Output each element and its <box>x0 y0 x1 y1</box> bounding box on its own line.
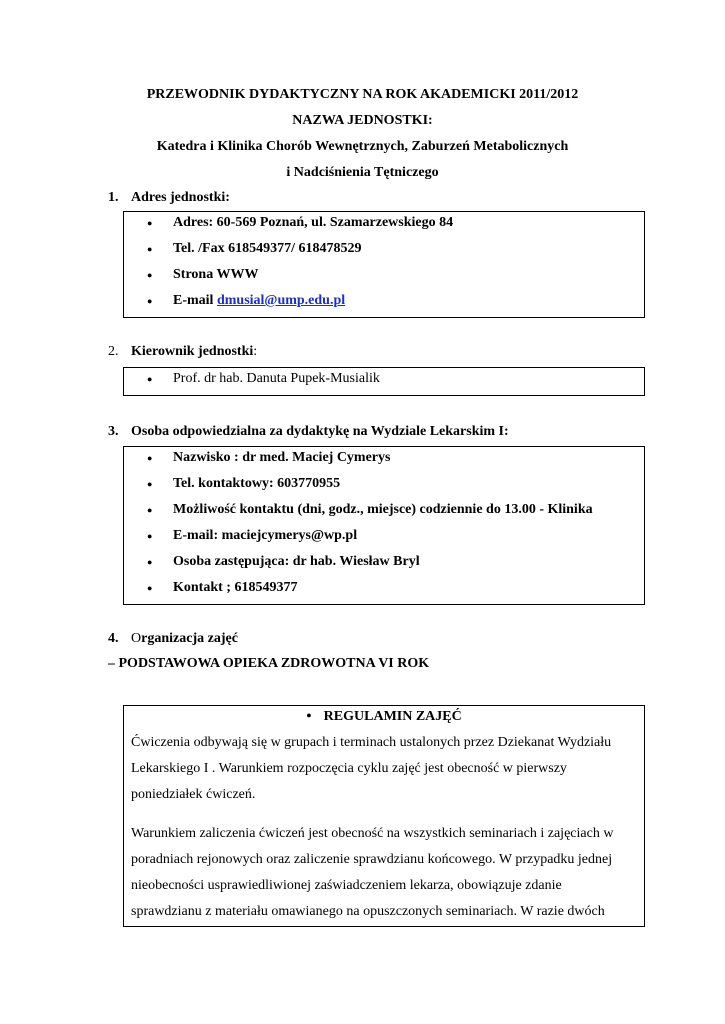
section-3-heading <box>108 424 509 440</box>
section-1-title: Adres jednostki: <box>131 190 230 205</box>
bullet-icon: ● <box>147 296 153 306</box>
section-2-box <box>123 367 645 396</box>
bullet-icon: ● <box>147 479 153 489</box>
unit-label: NAZWA JEDNOSTKI: <box>292 113 433 128</box>
unit-name-line-1: Katedra i Klinika Chorób Wewnętrznych, Zaburzeń Metabolicznych <box>156 139 569 154</box>
paragraph-line: nieobecności usprawiedliwionej zaświadczeniem lekarza, obowiązuje zdanie <box>131 878 562 893</box>
section-1-box <box>123 211 645 318</box>
section-4-title-rest: rganizacja zajęć <box>141 631 238 646</box>
bullet-icon: ● <box>147 270 153 280</box>
paragraph-line: poniedziałek ćwiczeń. <box>131 787 256 802</box>
section-2-colon: : <box>253 344 258 359</box>
section-3-title: Osoba odpowiedzialna za dydaktykę na Wydziale Lekarskim I: <box>131 424 509 439</box>
document-title: PRZEWODNIK DYDAKTYCZNY NA ROK AKADEMICKI 2011/2012 <box>146 87 579 102</box>
regulations-title: REGULAMIN ZAJĘĆ <box>323 709 462 724</box>
unit-name-line-2: i Nadciśnienia Tętniczego <box>286 165 439 180</box>
bullet-icon: ● <box>147 531 153 541</box>
phone-fax-text: Tel. /Fax 618549377/ 618478529 <box>173 241 362 256</box>
section-1-number: 1. <box>108 190 119 205</box>
section-4-number: 4. <box>108 631 119 646</box>
bullet-icon: ● <box>147 218 153 228</box>
website-text: Strona WWW <box>173 267 259 282</box>
section-2-number: 2. <box>108 344 119 359</box>
bullet-icon: ● <box>147 244 153 254</box>
bullet-icon: ● <box>147 505 153 515</box>
email-link[interactable]: dmusial@ump.edu.pl <box>216 293 346 308</box>
email-label: E-mail <box>173 293 217 308</box>
paragraph-line: Warunkiem zaliczenia ćwiczeń jest obecność na wszystkich seminariach i zajęciach w <box>131 826 614 841</box>
section-1-heading <box>108 190 230 206</box>
section-4-heading <box>108 631 238 647</box>
section-2-title: Kierownik jednostki <box>131 344 254 359</box>
contact-phone-text: Tel. kontaktowy: 603770955 <box>173 476 341 491</box>
bullet-icon: ● <box>306 710 312 720</box>
contact-email-text: E-mail: maciejcymerys@wp.pl <box>173 528 358 543</box>
contact-availability-text: Możliwość kontaktu (dni, godz., miejsce) codziennie do 13.00 - Klinika <box>173 502 593 517</box>
paragraph-line: Ćwiczenia odbywają się w grupach i terminach ustalonych przez Dziekanat Wydziału <box>131 735 612 750</box>
regulations-box <box>123 705 645 927</box>
address-text: Adres: 60-569 Poznań, ul. Szamarzewskiego 84 <box>173 215 454 230</box>
section-3-box <box>123 446 645 605</box>
bullet-icon: ● <box>147 374 153 384</box>
bullet-icon: ● <box>147 583 153 593</box>
head-of-unit-text: Prof. dr hab. Danuta Pupek-Musialik <box>173 371 380 386</box>
name-text: Nazwisko : dr med. Maciej Cymerys <box>173 450 391 465</box>
email-line <box>173 293 345 309</box>
bullet-icon: ● <box>147 557 153 567</box>
section-2-heading <box>108 344 257 360</box>
section-3-number: 3. <box>108 424 119 439</box>
paragraph-line: sprawdzianu z materiału omawianego na opuszczonych seminariach. W razie dwóch <box>131 904 605 919</box>
section-4-subtitle: – PODSTAWOWA OPIEKA ZDROWOTNA VI ROK <box>108 656 430 671</box>
deputy-contact-text: Kontakt ; 618549377 <box>173 580 298 595</box>
bullet-icon: ● <box>147 453 153 463</box>
regulations-heading <box>124 709 644 725</box>
paragraph-line: Lekarskiego I . Warunkiem rozpoczęcia cyklu zajęć jest obecność w pierwszy <box>131 761 567 776</box>
section-4-title-first: O <box>131 631 142 646</box>
deputy-text: Osoba zastępująca: dr hab. Wiesław Bryl <box>173 554 420 569</box>
paragraph-line: poradniach rejonowych oraz zaliczenie sprawdzianu końcowego. W przypadku jednej <box>131 852 613 867</box>
